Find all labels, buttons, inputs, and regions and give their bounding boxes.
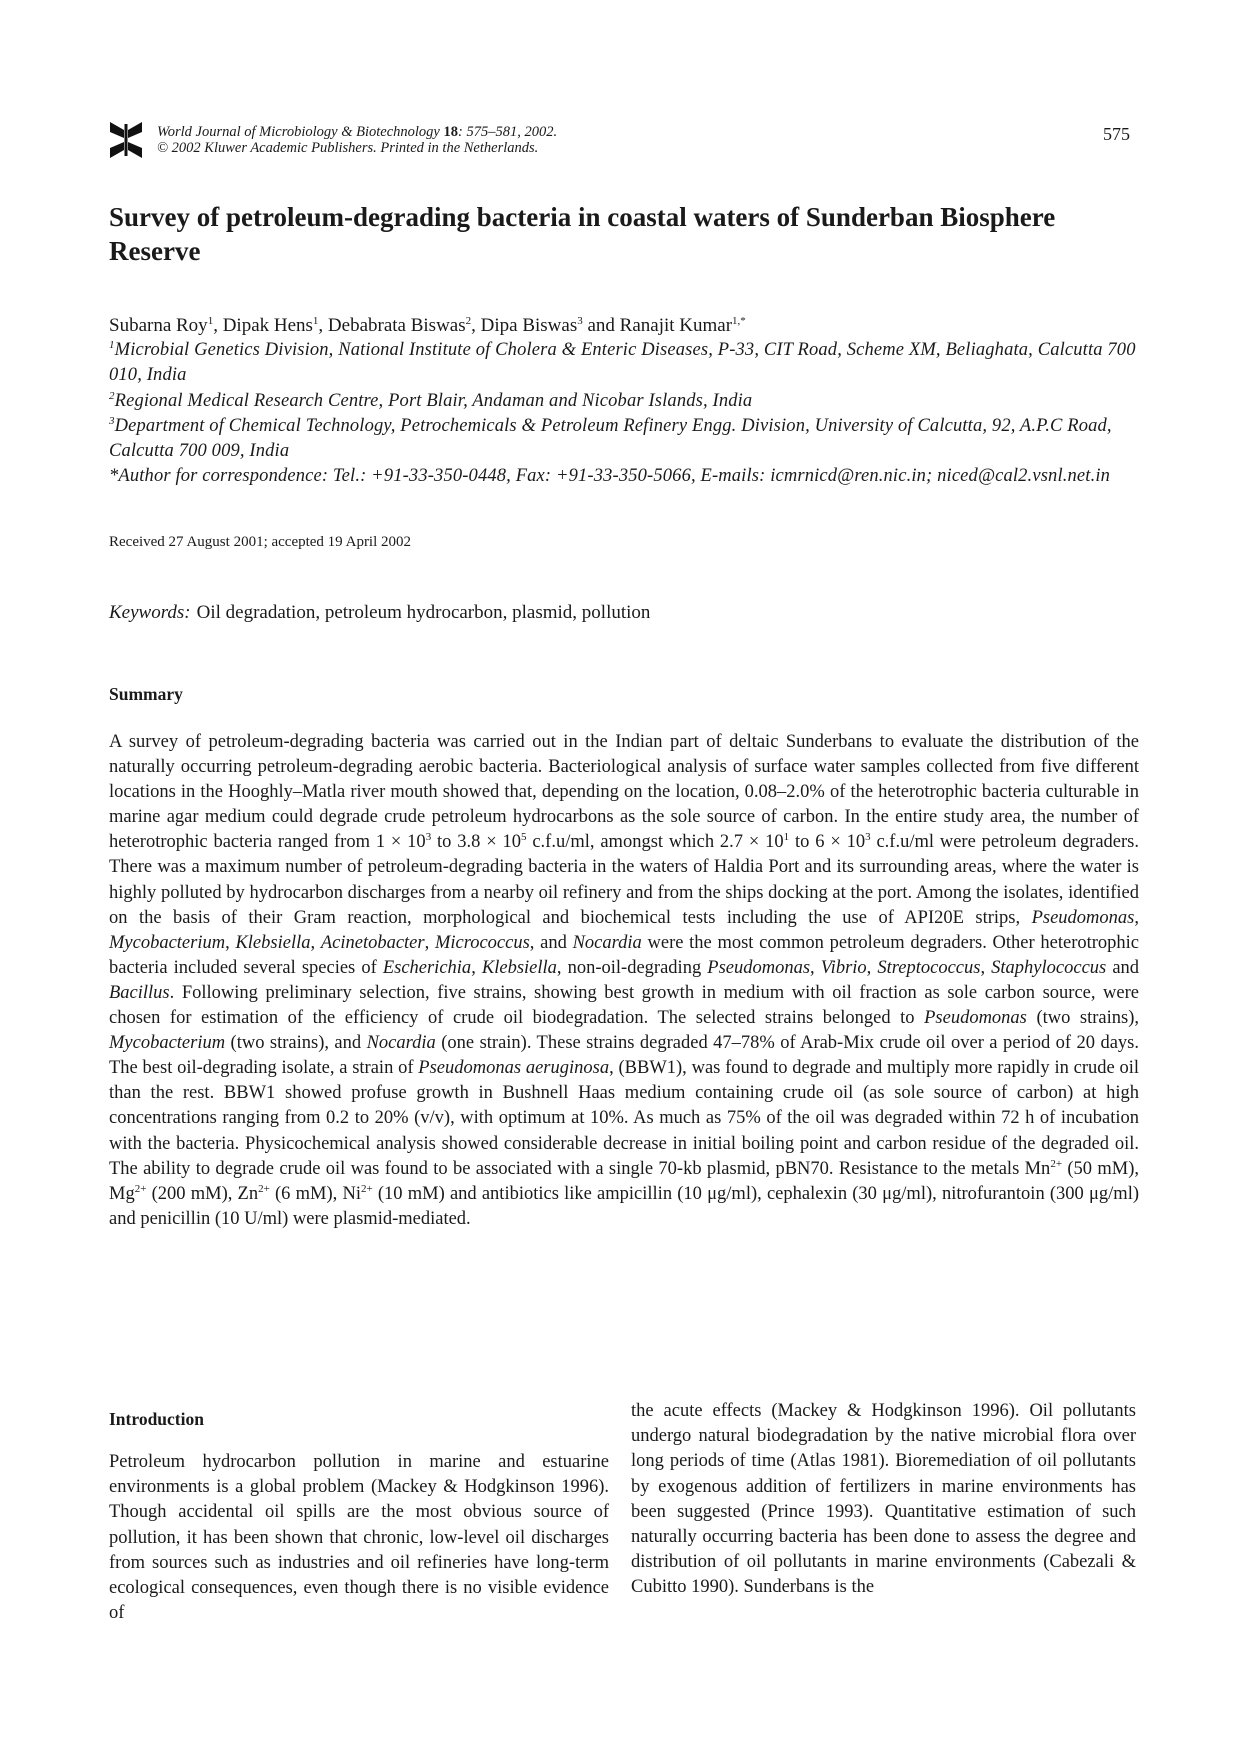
paper-title: Survey of petroleum-degrading bacteria in coastal waters of Sunderban Biosphere Reserve — [109, 202, 1056, 266]
summary-text — [109, 730, 1139, 1232]
taxon-name: Pseudomonas — [924, 1008, 1027, 1029]
taxon-name: Vibrio — [820, 957, 867, 978]
taxon-name: Klebsiella — [235, 932, 311, 953]
taxon-name: Mycobacterium — [109, 932, 226, 953]
taxon-name: Pseudomonas aeruginosa — [418, 1058, 610, 1079]
author: Debabrata Biswas — [327, 315, 466, 336]
summary-segment: (6 mM), Ni — [269, 1183, 361, 1204]
summary-segment: (two strains), and — [225, 1033, 367, 1054]
summary-segment: , — [810, 957, 821, 978]
correspondence: *Author for correspondence: Tel.: +91-33-350-0448, Fax: +91-33-350-5066, E-mails: icmrnicd@ren.nic.in; niced@cal2.vsnl.net.in — [109, 466, 1111, 487]
summary-segment: and — [1106, 957, 1140, 978]
copyright-line: © 2002 Kluwer Academic Publishers. Printed in the Netherlands. — [157, 140, 539, 156]
taxon-name: Acinetobacter — [320, 932, 425, 953]
taxon-name: Bacillus — [109, 982, 170, 1003]
summary-segment: (10 mM) and antibiotics like ampicillin (10 μg/ml), cephalexin (30 μg/ml), nitrofurantoin (300 μg/ml) and penicillin (10 U/ml) were plasmid-mediated. — [109, 1183, 1139, 1229]
taxon-name: Micrococcus — [434, 932, 530, 953]
taxon-name: Pseudomonas — [1031, 907, 1135, 928]
summary-segment: to 3.8 × 10 — [431, 832, 521, 853]
summary-segment: , — [424, 932, 435, 953]
summary-segment: (50 mM), Mg — [109, 1158, 1139, 1204]
affiliations — [109, 338, 1139, 490]
summary-segment: , — [1134, 907, 1139, 928]
summary-segment: , — [310, 932, 321, 953]
author: Dipa Biswas — [480, 315, 578, 336]
summary-segment: , and — [529, 932, 573, 953]
journal-header — [157, 124, 557, 156]
author: Ranajit Kumar — [619, 315, 733, 336]
journal-volume: 18 — [443, 124, 458, 140]
superscript: 2+ — [360, 1182, 373, 1195]
superscript: 3 — [865, 831, 871, 844]
affiliation-3: $^3$Department of Chemical Technology, Petrochemicals & Petroleum Refinery Engg. Division, University of Calcutta, 92, A.P.C Road, Calcutta 700 009, India — [109, 414, 1112, 462]
summary-segment: were the most common petroleum degraders. Other heterotrophic bacteria included several species of — [109, 932, 1140, 978]
summary-segment: c.f.u/ml, amongst which 2.7 × 10 — [526, 832, 784, 853]
superscript: 1 — [783, 831, 790, 844]
summary-segment: (200 mM), Zn — [146, 1183, 259, 1204]
taxon-name: Mycobacterium — [109, 1033, 226, 1054]
keywords — [109, 602, 650, 624]
journal-pages: : 575–581, 2002. — [457, 124, 558, 140]
affiliation-2: $^2$Regional Medical Research Centre, Port Blair, Andaman and Nicobar Islands, India — [109, 389, 753, 411]
affiliation-1: $^1$Microbial Genetics Division, National Institute of Cholera & Enteric Diseases, P-33, CIT Road, Scheme XM, Beliaghata, Calcutta 700 010, India — [109, 339, 1136, 386]
superscript: 5 — [521, 831, 527, 844]
superscript: 2+ — [1050, 1157, 1063, 1170]
summary-segment: . Following preliminary selection, five strains, showing best growth in medium with oil fraction as sole carbon source, were chosen for estimation of the efficiency of crude oil biodegradation. The selected strains belonged to — [109, 982, 1139, 1029]
summary-segment: c.f.u/ml were petroleum degraders. There was a maximum number of petroleum-degrading bacteria in the waters of Haldia Port and its surrounding areas, where the water is highly polluted by hydrocarbon discharges from a nearby oil refinery and from the ships docking at the port. Among the isolates, identified on the basis of their Gram reaction, morphological and biochemical tests including the use of API20E strips, — [109, 832, 1139, 928]
journal-name: World Journal of Microbiology & Biotechnology — [157, 124, 440, 140]
taxon-name: Escherichia — [382, 957, 472, 978]
keywords-label: Keywords: — [109, 602, 191, 623]
received-dates: Received 27 August 2001; accepted 19 April 2002 — [109, 534, 412, 550]
taxon-name: Klebsiella — [481, 957, 557, 978]
introduction-column-1: Petroleum hydrocarbon pollution in marine and estuarine environments is a global problem (Mackey & Hodgkinson 1996). Though accidental oil spills are the most obvious source of pollution, it has been shown that chronic, low-level oil discharges from sources such as industries and oil refineries have long-term ecological consequences, even though there is no visible evidence of — [109, 1452, 609, 1624]
summary-segment: , non-oil-degrading — [556, 957, 708, 978]
introduction-column-2: the acute effects (Mackey & Hodgkinson 1996). Oil pollutants undergo natural biodegradation by the native microbial flora over long periods of time (Atlas 1981). Bioremediation of oil pollutants by exogenous addition of fertilizers in marine environments has been suggested (Prince 1993). Quantitative estimation of such naturally occurring bacteria has been done to assess the degree and distribution of oil pollutants in marine environments (Cabezali & Cubitto 1990). Sunderbans is the — [631, 1401, 1136, 1598]
publisher-logo — [108, 120, 144, 160]
keywords-text: Oil degradation, petroleum hydrocarbon, plasmid, pollution — [196, 602, 651, 623]
introduction-heading: Introduction — [109, 1409, 204, 1429]
summary-segment: , — [866, 957, 878, 978]
summary-heading: Summary — [109, 684, 183, 704]
superscript: 3 — [425, 831, 432, 844]
summary-segment: , — [980, 957, 992, 978]
page-number: 575 — [1103, 124, 1130, 144]
author: Subarna Roy — [109, 315, 208, 336]
summary-segment: to 6 × 10 — [789, 832, 866, 853]
journal-citation — [157, 124, 557, 140]
summary-segment: , — [471, 957, 482, 978]
taxon-name: Streptococcus — [877, 957, 981, 978]
summary-segment: A survey of petroleum-degrading bacteria was carried out in the Indian part of deltaic Sunderbans to evaluate the distribution of the naturally occurring petroleum-degrading aerobic bacteria. Bacteriological analysis of surface water samples collected from five different locations in the Hooghly–Matla river mouth showed that, depending on the location, 0.08–2.0% of the heterotrophic bacteria culturable in marine agar medium could degrade crude petroleum hydrocarbons as the sole source of carbon. In the entire study area, the number of heterotrophic bacteria ranged from 1 × 10 — [109, 732, 1139, 853]
taxon-name: Nocardia — [572, 932, 642, 953]
summary-segment: , — [225, 932, 236, 953]
summary-segment: (one strain). These strains degraded 47–78% of Arab-Mix crude oil over a period of 20 days. The best oil-degrading isolate, a strain of — [109, 1033, 1139, 1079]
superscript: 2+ — [134, 1182, 147, 1195]
taxon-name: Staphylococcus — [991, 957, 1107, 978]
taxon-name: Pseudomonas — [707, 957, 811, 978]
taxon-name: Nocardia — [366, 1033, 436, 1054]
summary-segment: (two strains), — [1026, 1008, 1139, 1029]
summary-segment: , (BBW1), was found to degrade and multiply more rapidly in crude oil than the rest. BBW1 showed profuse growth in Bushnell Haas medium containing crude oil (as sole source of carbon) at high concentrations ranging from 0.2 to 20% (v/v), with optimum at 10%. As much as 75% of the oil was degraded within 72 h of incubation with the bacteria. Physicochemical analysis showed considerable decrease in initial boiling point and carbon residue of the degraded oil. The ability to degrade crude oil was found to be associated with a single 70-kb plasmid, pBN70. Resistance to the metals Mn — [109, 1058, 1139, 1179]
author-list: Subarna Roy$^1$, Dipak Hens$^1$, Debabrata Biswas$^2$, Dipa Biswas$^3$ and Ranajit Kumar$^{1,*}$ — [109, 315, 746, 336]
author: Dipak Hens — [222, 315, 313, 336]
superscript: 2+ — [258, 1182, 270, 1195]
